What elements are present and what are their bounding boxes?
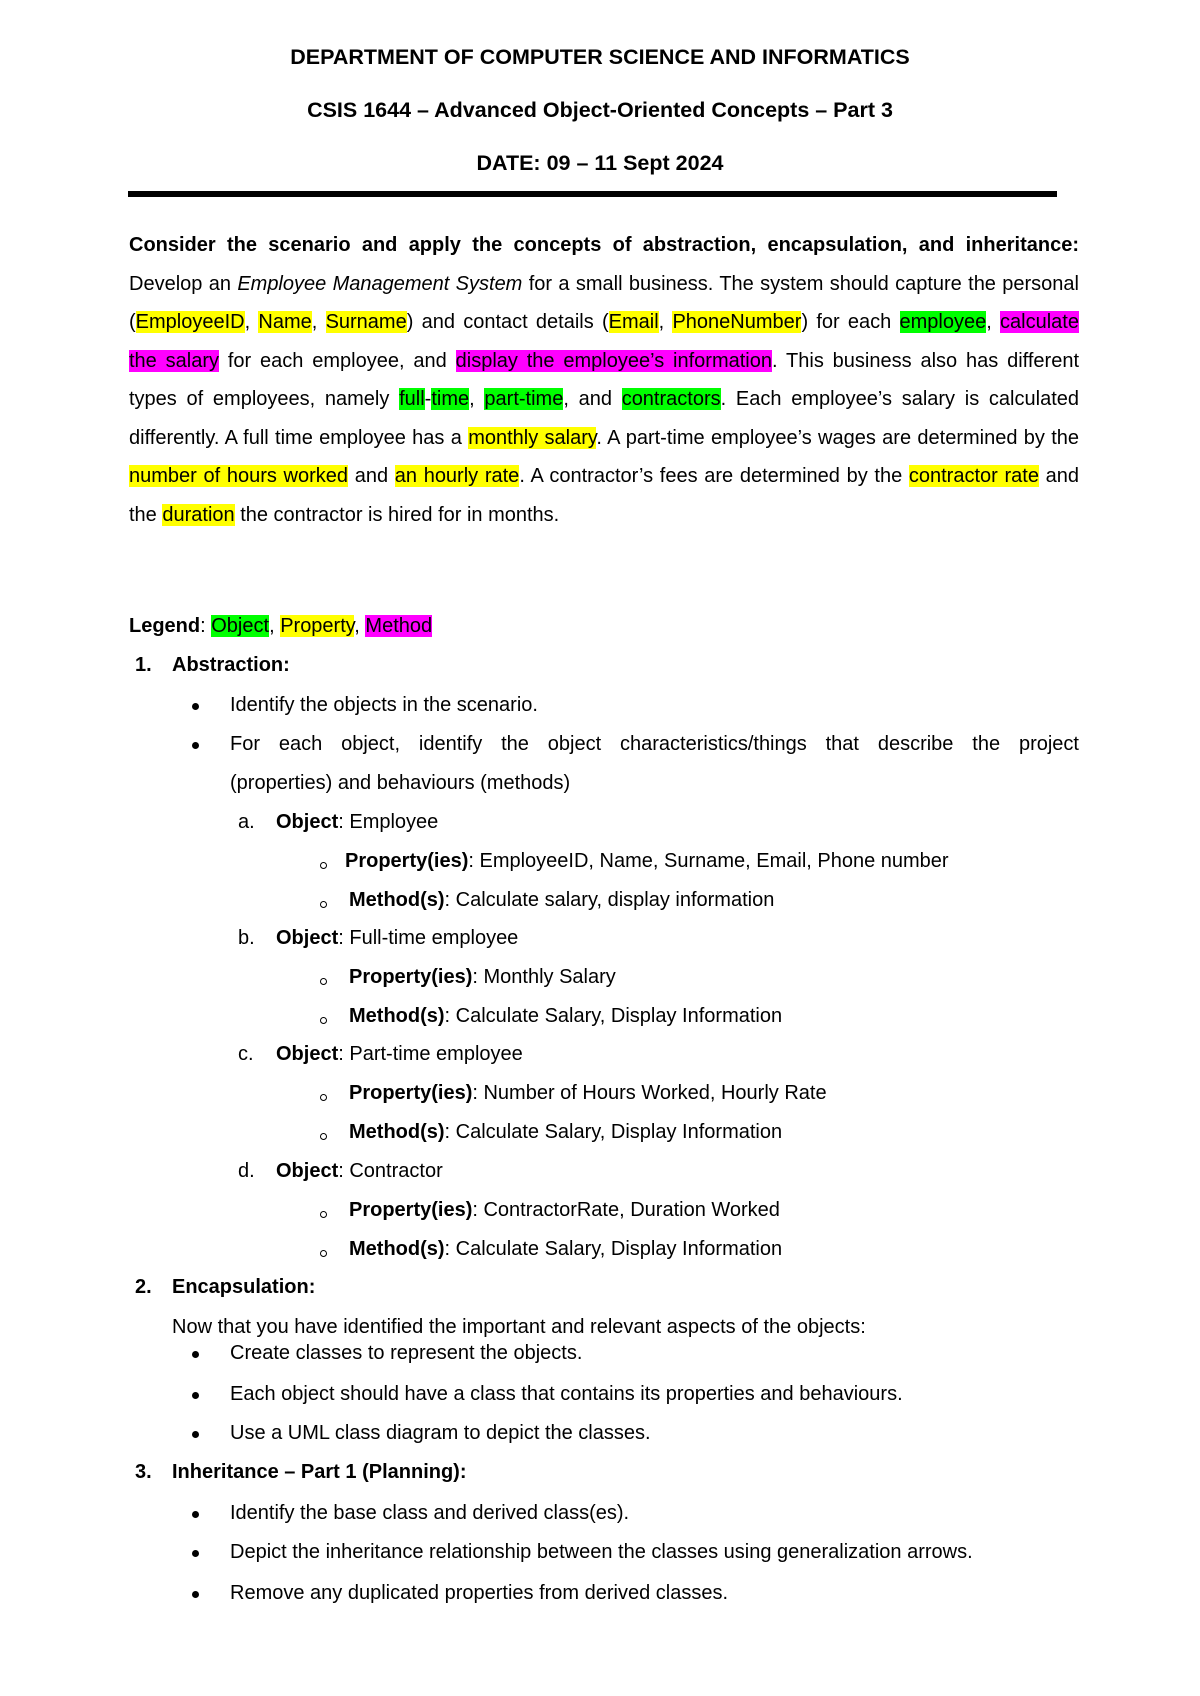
list-item: Identify the base class and derived class(es). <box>230 1502 630 1524</box>
highlight-method: calculate the salary <box>129 311 1079 372</box>
property-line <box>349 1196 780 1224</box>
circle-bullet-icon <box>320 1211 327 1218</box>
text-run: , <box>658 311 673 333</box>
text-run: , <box>986 311 1001 333</box>
circle-bullet-icon <box>320 862 327 869</box>
text-run: , <box>311 311 326 333</box>
object-label: Object <box>276 1043 339 1065</box>
method-label: Method(s) <box>349 889 445 911</box>
method-line <box>349 1235 782 1263</box>
highlight-property: EmployeeID <box>135 311 245 333</box>
method-line <box>349 886 774 914</box>
highlight-property: Surname <box>325 311 407 333</box>
list-item: Use a UML class diagram to depict the classes. <box>230 1422 651 1444</box>
highlight-method: display the employee’s information <box>455 349 772 372</box>
highlight-object: part-time <box>484 388 564 410</box>
method-value: : Calculate Salary, Display Information <box>444 1121 783 1143</box>
legend-label: Legend <box>129 615 201 637</box>
course-title: CSIS 1644 – Advanced Object-Oriented Concepts – Part 3 <box>307 98 893 122</box>
bullet-icon <box>192 742 199 749</box>
property-label: Property(ies) <box>349 1082 473 1104</box>
section-number: 2. <box>135 1276 152 1298</box>
method-value: : Calculate salary, display information <box>444 889 775 911</box>
text-run: the contractor is hired for in months. <box>234 503 560 526</box>
text-run: . A part-time employee’s wages are determined by the <box>596 426 1080 449</box>
text-run: , and <box>563 388 622 410</box>
property-label: Property(ies) <box>349 966 473 988</box>
property-value: : Number of Hours Worked, Hourly Rate <box>472 1082 827 1104</box>
method-label: Method(s) <box>349 1238 445 1260</box>
list-item-continuation: (properties) and behaviours (methods) <box>230 772 571 794</box>
highlight-object: full <box>399 388 425 410</box>
sublist-letter: b. <box>238 927 255 949</box>
highlight-property: Email <box>608 311 659 333</box>
circle-bullet-icon <box>320 978 327 985</box>
legend-method: Method <box>365 615 433 637</box>
object-value: : Part-time employee <box>338 1043 523 1065</box>
text-run: Develop an <box>129 272 238 295</box>
highlight-object: contractors <box>621 388 721 410</box>
method-value: : Calculate Salary, Display Information <box>444 1005 783 1027</box>
section-lead: Now that you have identified the important and relevant aspects of the objects: <box>172 1316 866 1338</box>
circle-bullet-icon <box>320 1133 327 1140</box>
property-label: Property(ies) <box>349 1199 473 1221</box>
method-line <box>349 1002 782 1030</box>
scenario-instruction: Consider the scenario and apply the concepts of abstraction, encapsulation, and inheritance: <box>129 234 1079 256</box>
list-item: Each object should have a class that contains its properties and behaviours. <box>230 1383 903 1405</box>
text-run: ) and contact details ( <box>406 311 609 333</box>
text-run: for a small business. The system should capture the personal ( <box>129 272 1079 333</box>
text-run: , <box>269 615 281 637</box>
list-item: Identify the objects in the scenario. <box>230 694 538 716</box>
object-value: : Full-time employee <box>338 927 519 949</box>
sublist-letter: a. <box>238 811 255 833</box>
section-title-inheritance: Inheritance – Part 1 (Planning): <box>172 1461 467 1483</box>
object-value: : Contractor <box>338 1160 443 1182</box>
circle-bullet-icon <box>320 1094 327 1101</box>
sublist-letter: d. <box>238 1160 255 1182</box>
circle-bullet-icon <box>320 901 327 908</box>
text-run: , <box>244 311 259 333</box>
list-item: For each object, identify the object characteristics/things that describe the project <box>230 733 1079 755</box>
circle-bullet-icon <box>320 1017 327 1024</box>
bullet-icon <box>192 1591 199 1598</box>
bullet-icon <box>192 1511 199 1518</box>
bullet-icon <box>192 703 199 710</box>
object-line <box>276 924 518 952</box>
text-run: . Each employee’s salary is calculated differently. A full time employee has a <box>129 388 1079 449</box>
method-label: Method(s) <box>349 1121 445 1143</box>
property-line <box>345 847 949 875</box>
bullet-icon <box>192 1392 199 1399</box>
method-line <box>349 1118 782 1146</box>
method-label: Method(s) <box>349 1005 445 1027</box>
system-name: Employee Management System <box>237 272 523 295</box>
object-line <box>276 1040 523 1068</box>
list-item: Create classes to represent the objects. <box>230 1342 583 1364</box>
highlight-object: time <box>431 388 470 410</box>
section-title-abstraction: Abstraction: <box>172 654 290 676</box>
sublist-letter: c. <box>238 1043 254 1065</box>
property-line <box>349 1079 827 1107</box>
property-label: Property(ies) <box>345 850 469 872</box>
property-line <box>349 963 616 991</box>
section-number: 3. <box>135 1461 152 1483</box>
highlight-object: employee <box>899 311 987 333</box>
text-run: . This business also has different types of employees, namely <box>129 349 1080 410</box>
object-line <box>276 1157 443 1185</box>
object-label: Object <box>276 1160 339 1182</box>
text-run: : <box>200 615 212 637</box>
text-run: , <box>354 615 366 637</box>
property-value: : ContractorRate, Duration Worked <box>472 1199 780 1221</box>
highlight-property: an hourly rate <box>394 465 520 487</box>
text-run: for each employee, and <box>219 349 456 372</box>
scenario-paragraph <box>129 226 1079 534</box>
text-run: . A contractor’s fees are determined by the <box>519 465 909 487</box>
text-run: and the <box>129 465 1080 526</box>
highlight-property: number of hours worked <box>129 465 349 487</box>
property-value: : EmployeeID, Name, Surname, Email, Phone number <box>468 850 949 872</box>
legend-property: Property <box>280 615 355 637</box>
legend <box>129 612 432 640</box>
bullet-icon <box>192 1351 199 1358</box>
object-value: : Employee <box>338 811 439 833</box>
object-label: Object <box>276 927 339 949</box>
bullet-icon <box>192 1550 199 1557</box>
text-run: ) for each <box>801 311 900 333</box>
property-value: : Monthly Salary <box>472 966 616 988</box>
legend-object: Object <box>211 615 270 637</box>
object-line <box>276 808 438 836</box>
text-run: , <box>469 388 485 410</box>
highlight-property: Name <box>258 311 312 333</box>
highlight-property: PhoneNumber <box>672 311 802 333</box>
highlight-property: contractor rate <box>908 465 1039 487</box>
section-number: 1. <box>135 654 152 676</box>
method-value: : Calculate Salary, Display Information <box>444 1238 783 1260</box>
bullet-icon <box>192 1431 199 1438</box>
highlight-property: monthly salary <box>468 426 597 449</box>
highlight-property: duration <box>162 503 235 526</box>
text-run: - <box>424 388 432 410</box>
department-heading: DEPARTMENT OF COMPUTER SCIENCE AND INFORMATICS <box>290 45 910 69</box>
list-item: Depict the inheritance relationship between the classes using generalization arrows. <box>230 1541 973 1563</box>
list-item: Remove any duplicated properties from derived classes. <box>230 1582 729 1604</box>
date-line: DATE: 09 – 11 Sept 2024 <box>476 151 724 175</box>
object-label: Object <box>276 811 339 833</box>
circle-bullet-icon <box>320 1250 327 1257</box>
header-divider <box>128 191 1057 197</box>
section-title-encapsulation: Encapsulation: <box>172 1276 316 1298</box>
text-run: and <box>348 465 395 487</box>
